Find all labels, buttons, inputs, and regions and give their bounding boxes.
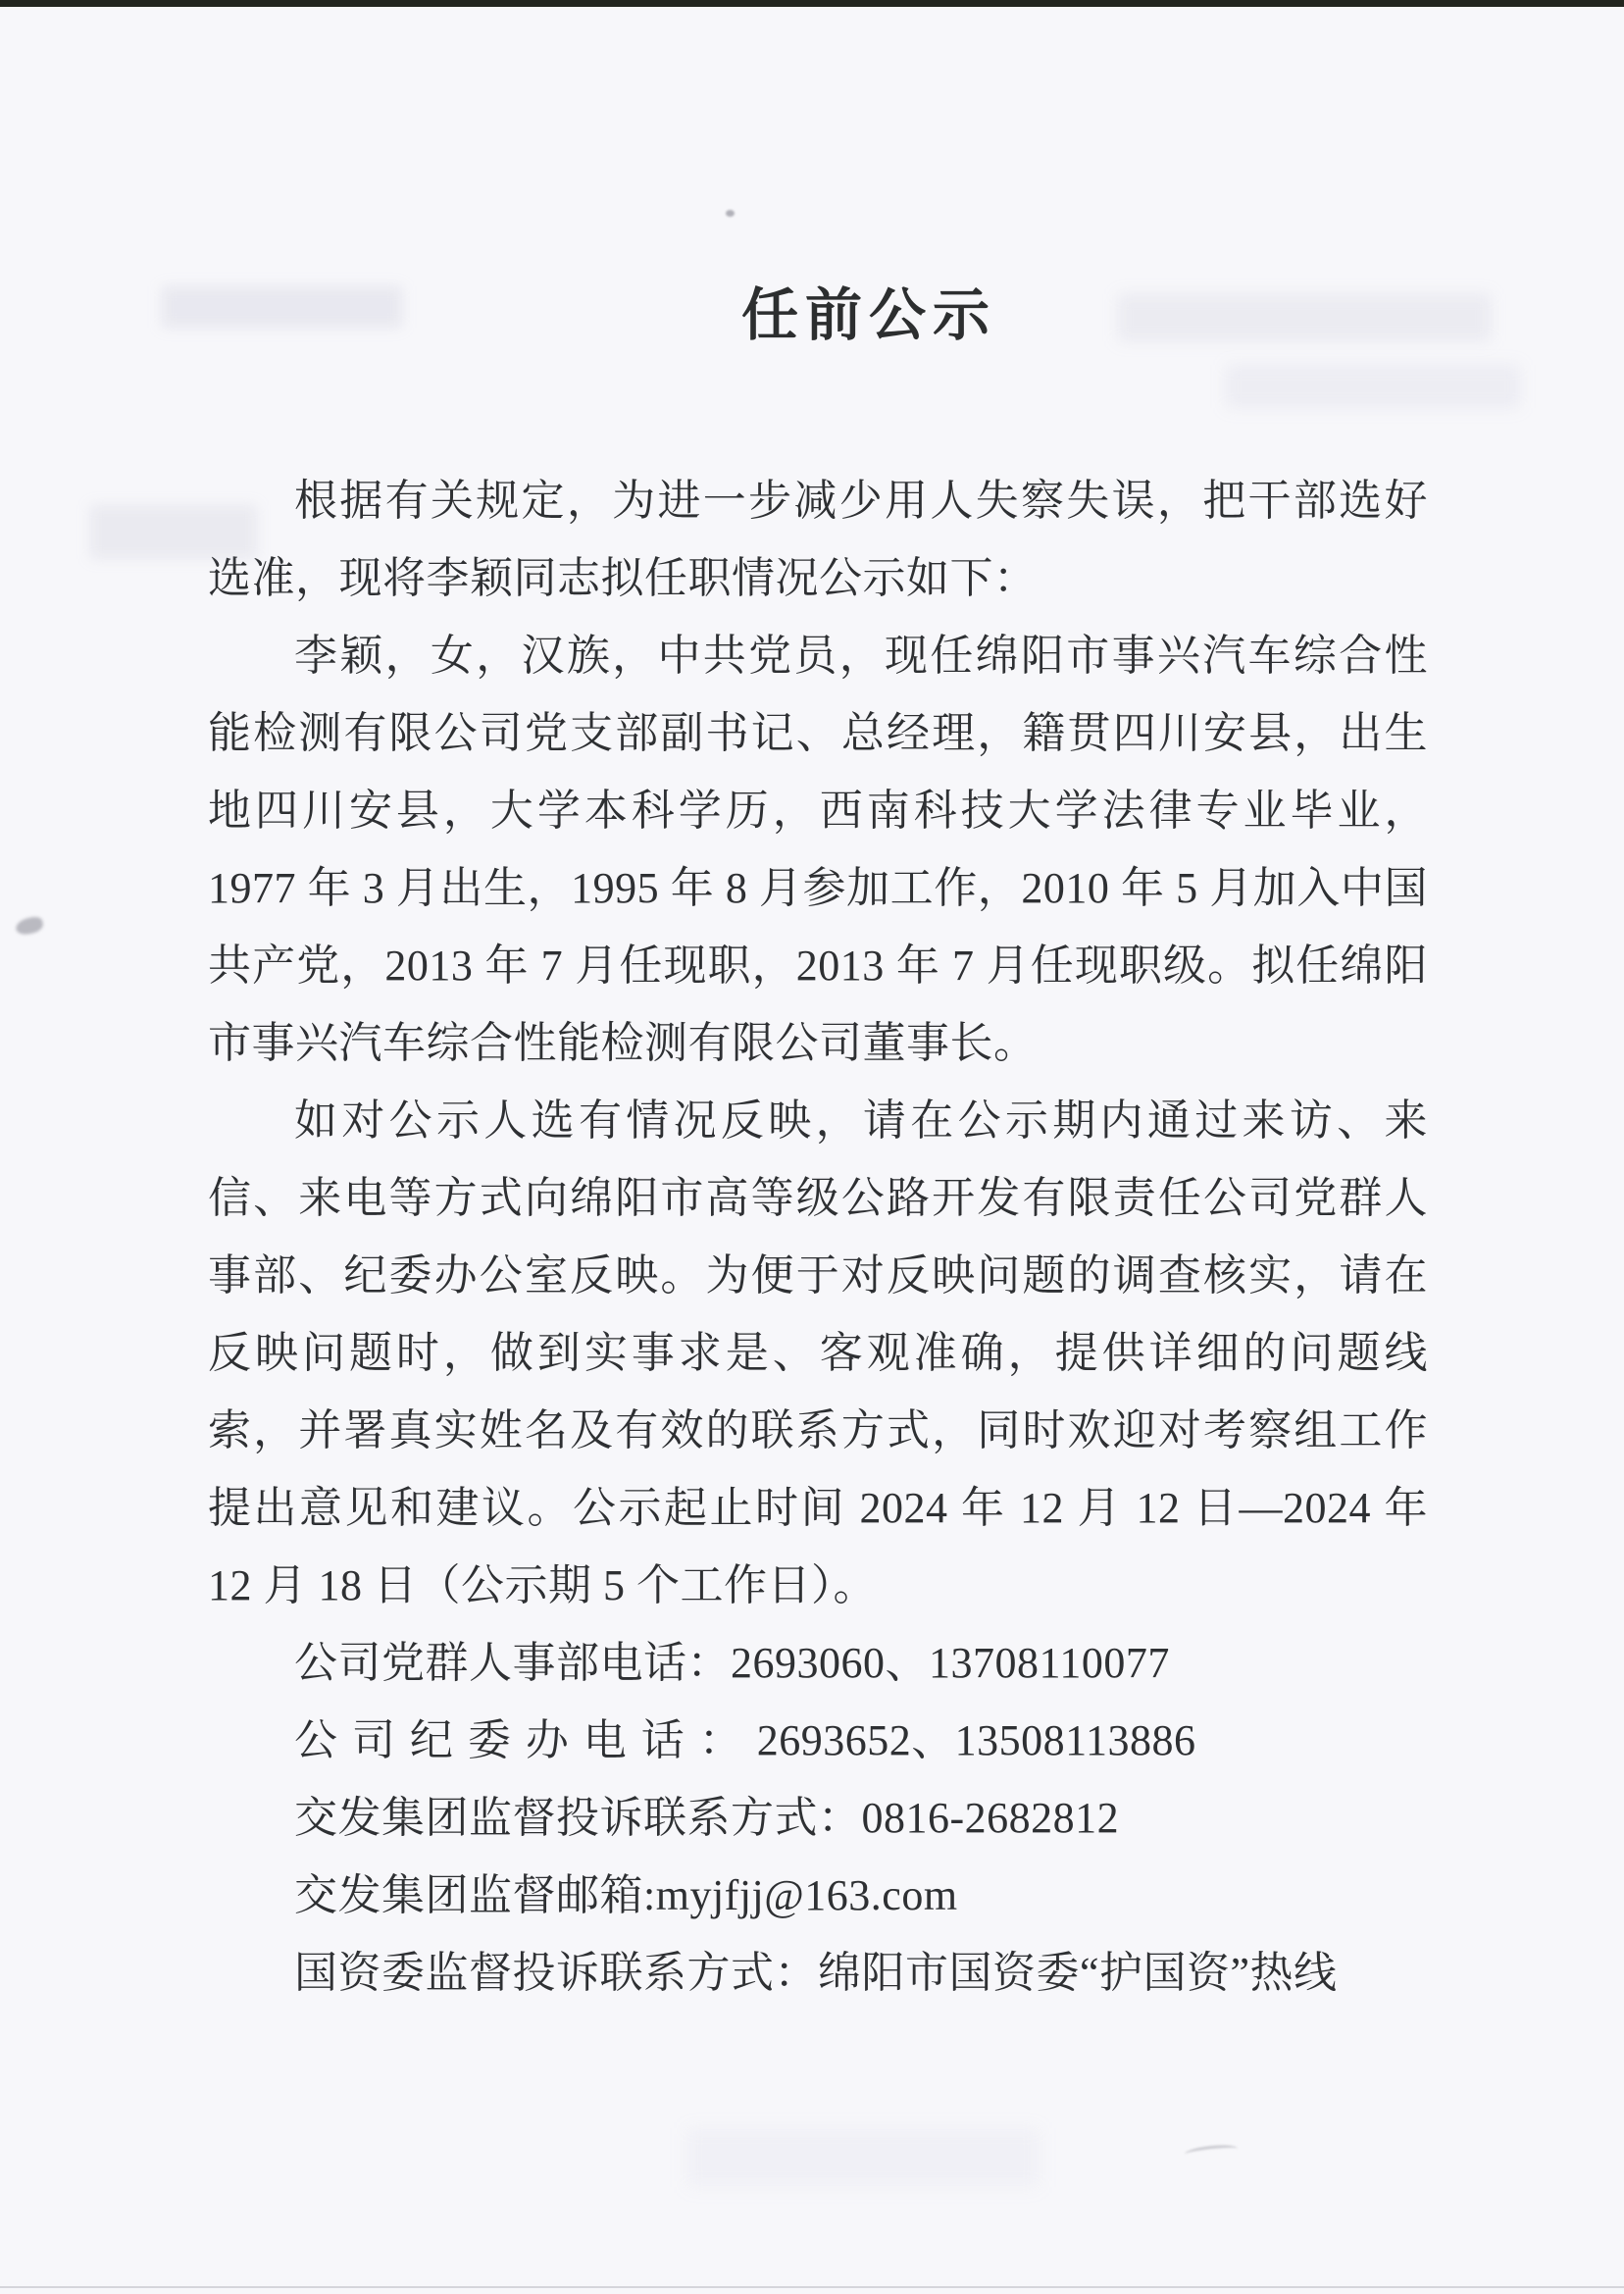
paragraph-intro: 根据有关规定，为进一步减少用人失察失误，把干部选好选准，现将李颖同志拟任职情况公示如下： [208, 477, 1428, 602]
contact-label-group-email: 交发集团监督邮箱: [294, 1871, 656, 1919]
page-title: 任前公示 [741, 281, 996, 348]
contact-value-group-complaint: 0816-2682812 [861, 1794, 1120, 1842]
contact-value-discipline-phone: 2693652、13508113886 [756, 1716, 1196, 1764]
ink-speck [726, 210, 735, 217]
paragraph-candidate-bio: 李颖，女，汉族，中共党员，现任绵阳市事兴汽车综合性能检测有限公司党支部副书记、总经理，籍贯四川安县，出生地四川安县，大学本科学历，西南科技大学法律专业毕业，1977 年 3 月出生，1995 年 8 月参加工作，2010 年 5 月加入中国共产党，2013 年 7 月任现职，2013 年 7 月任现职级。拟任绵阳市事兴汽车综合性能检测有限公司董事长。 [208, 632, 1428, 1067]
bleed-through-artifact [1226, 365, 1520, 408]
contact-line-group-email [208, 1857, 1428, 1934]
bleed-through-artifact [686, 2128, 1040, 2187]
document-body [208, 462, 1428, 2012]
contact-label-hr-phone: 公司党群人事部电话： [294, 1639, 731, 1687]
contact-value-group-email: myjfjj@163.com [655, 1871, 958, 1919]
contact-value-sasac-complaint: 绵阳市国资委“护国资”热线 [818, 1949, 1338, 1997]
contact-label-discipline-phone: 公司纪委办电话： [294, 1716, 757, 1764]
paragraph-feedback-instructions: 如对公示人选有情况反映，请在公示期内通过来访、来信、来电等方式向绵阳市高等级公路开发有限责任公司党群人事部、纪委办公室反映。为便于对反映问题的调查核实，请在反映问题时，做到实事求是、客观准确，提供详细的问题线索，并署真实姓名及有效的联系方式，同时欢迎对考察组工作提出意见和建议。公示起止时间 2024 年 12 月 12 日—2024 年 12 月 18 日（公示期 5 个工作日）。 [208, 1096, 1428, 1609]
contact-label-group-complaint: 交发集团监督投诉联系方式： [294, 1794, 862, 1842]
scan-smudge [1185, 2143, 1239, 2160]
scan-smudge [15, 915, 45, 936]
contact-label-sasac-complaint: 国资委监督投诉联系方式： [294, 1949, 818, 1997]
contact-line-hr-phone [208, 1624, 1428, 1702]
contact-value-hr-phone: 2693060、13708110077 [731, 1639, 1170, 1687]
contact-line-sasac-complaint [208, 1934, 1428, 2012]
scanner-line-bottom [0, 2286, 1624, 2288]
contact-line-discipline-phone [208, 1702, 1428, 1779]
scanner-edge-top [0, 0, 1624, 7]
contact-line-group-complaint [208, 1779, 1428, 1857]
